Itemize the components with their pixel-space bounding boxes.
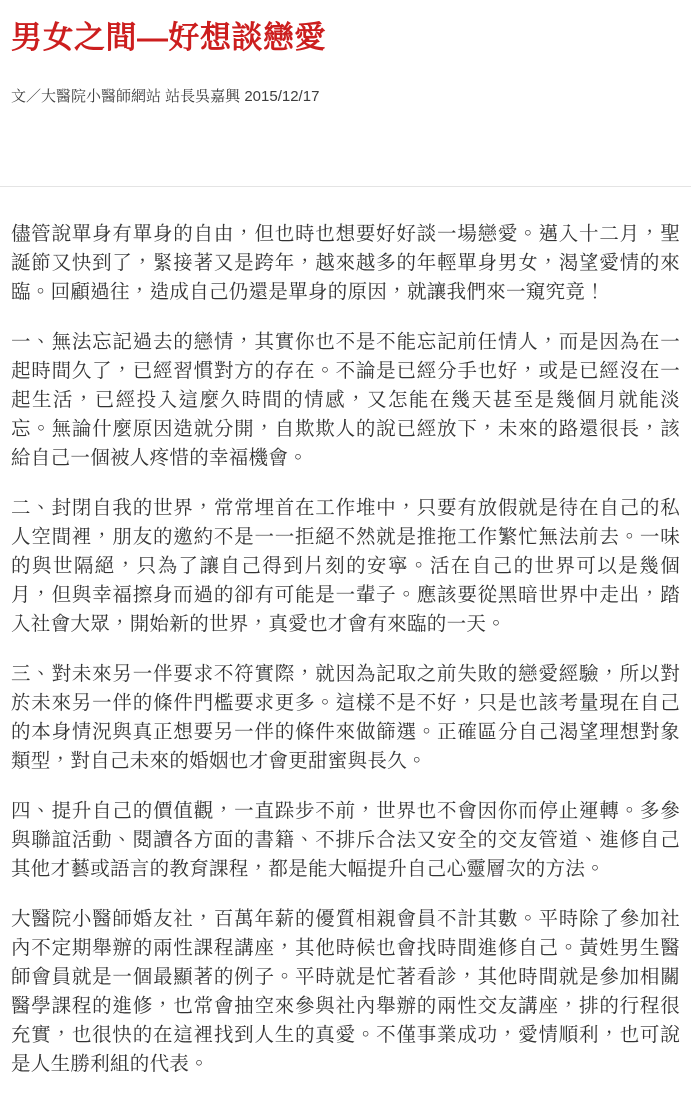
article-paragraph: 大醫院小醫師婚友社，百萬年薪的優質相親會員不計其數。平時除了參加社內不定期舉辦的兩性課程講座，其他時候也會找時間進修自己。黃姓男生醫師會員就是一個最顯著的例子。平時就是忙著看診，其他時間就是參加相關醫學課程的進修，也常會抽空來參與社內舉辦的兩性交友講座，排的行程很充實，也很快的在這裡找到人生的真愛。不僅事業成功，愛情順利，也可說是人生勝利組的代表。 [11,908,680,1075]
article-title: 男女之間—好想談戀愛 [11,20,326,55]
divider [0,186,691,187]
article-paragraph: 四、提升自己的價值觀，一直跺步不前，世界也不會因你而停止運轉。多參與聯誼活動、閱讀各方面的書籍、不排斥合法又安全的交友管道、進修自己其他才藝或語言的教育課程，都是能大幅提升自己心靈層次的方法。 [11,800,680,880]
article-header [0,19,691,105]
article-paragraph: 一、無法忘記過去的戀情，其實你也不是不能忘記前任情人，而是因為在一起時間久了，已經習慣對方的存在。不論是已經分手也好，或是已經沒在一起生活，已經投入這麼久時間的情感，又怎能在幾天甚至是幾個月就能淡忘。無論什麼原因造就分開，自欺欺人的說已經放下，未來的路還很長，該給自己一個被人疼惜的幸福機會。 [11,331,680,469]
article-page [0,19,691,1120]
article-body [0,220,691,1120]
article-paragraph: 儘管說單身有單身的自由，但也時也想要好好談一場戀愛。邁入十二月，聖誕節又快到了，緊接著又是跨年，越來越多的年輕單身男女，渴望愛情的來臨。回顧過往，造成自己仍還是單身的原因，就讓我們來一窺究竟！ [11,223,680,303]
article-paragraph: 二、封閉自我的世界，常常埋首在工作堆中，只要有放假就是待在自己的私人空間裡，朋友的邀約不是一一拒絕不然就是推拖工作繁忙無法前去。一味的與世隔絕，只為了讓自己得到片刻的安寧。活在自己的世界可以是幾個月，但與幸福擦身而過的卻有可能是一輩子。應該要從黑暗世界中走出，踏入社會大眾，開始新的世界，真愛也才會有來臨的一天。 [11,497,680,635]
article-byline: 文／大醫院小醫師網站 站長吳嘉興 2015/12/17 [11,88,320,105]
article-paragraph: 三、對未來另一伴要求不符實際，就因為記取之前失敗的戀愛經驗，所以對於未來另一伴的條件門檻要求更多。這樣不是不好，只是也該考量現在自己的本身情況與真正想要另一伴的條件來做篩選。正確區分自己渴望理想對象類型，對自己未來的婚姻也才會更甜蜜與長久。 [11,663,680,772]
